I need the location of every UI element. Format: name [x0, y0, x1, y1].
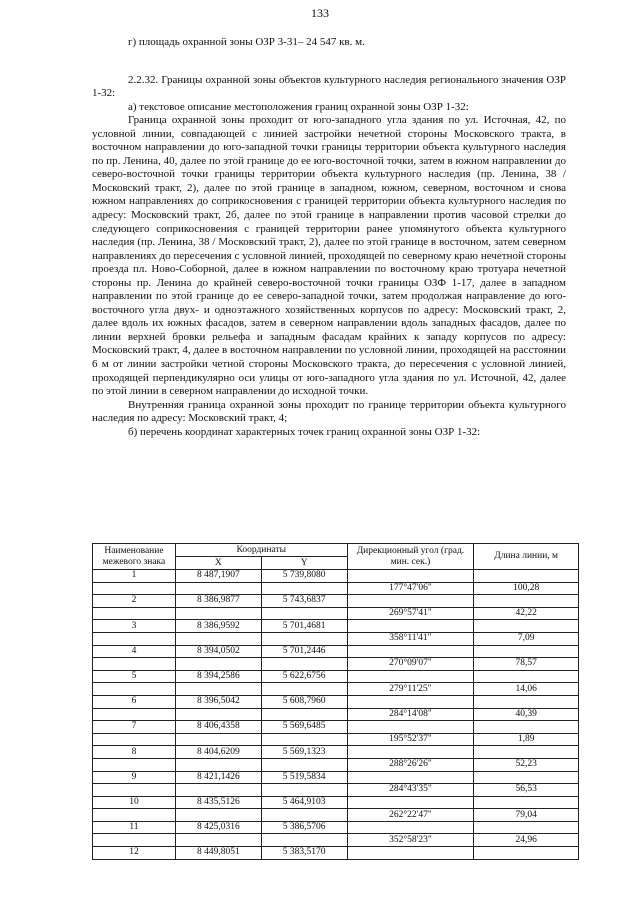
cell-empty: [347, 695, 474, 708]
cell-empty: [474, 746, 579, 759]
cell-empty: [93, 733, 176, 746]
cell-empty: [474, 645, 579, 658]
cell-direction-angle: 269°57'41": [347, 607, 474, 620]
cell-empty: [474, 721, 579, 734]
cell-empty: [261, 733, 347, 746]
cell-empty: [175, 708, 261, 721]
cell-empty: [347, 746, 474, 759]
cell-empty: [175, 582, 261, 595]
table-row-segment: [93, 658, 579, 671]
table-row-point: [93, 721, 579, 734]
coordinates-table: [92, 543, 579, 860]
table-row-segment: [93, 683, 579, 696]
table-row-point: [93, 695, 579, 708]
header-marker-name: Наименование межевого знака: [93, 544, 176, 570]
cell-line-length: 14,06: [474, 683, 579, 696]
table-row-point: [93, 645, 579, 658]
cell-empty: [474, 570, 579, 583]
cell-empty: [93, 582, 176, 595]
table-row-segment: [93, 733, 579, 746]
cell-empty: [93, 683, 176, 696]
cell-point-number: 5: [93, 670, 176, 683]
cell-empty: [474, 695, 579, 708]
paragraph-subheading-a: а) текстовое описание местоположения границ охранной зоны ОЗР 1-32:: [128, 100, 469, 113]
cell-x: 8 449,8051: [175, 847, 261, 860]
cell-empty: [474, 620, 579, 633]
cell-empty: [261, 683, 347, 696]
table-row-point: [93, 746, 579, 759]
cell-direction-angle: 195°52'37": [347, 733, 474, 746]
cell-empty: [347, 670, 474, 683]
paragraph-inner-boundary: Внутренняя граница охранной зоны проходит по границе территории объекта культурного наследия по адресу: Московский тракт, 4;: [92, 398, 566, 425]
cell-empty: [93, 632, 176, 645]
cell-empty: [175, 658, 261, 671]
cell-y: 5 622,6756: [261, 670, 347, 683]
cell-direction-angle: 358°11'41": [347, 632, 474, 645]
cell-line-length: 40,39: [474, 708, 579, 721]
paragraph-section-heading: 2.2.32. Границы охранной зоны объектов культурного наследия регионального значения ОЗР 1-32:: [92, 73, 566, 100]
cell-x: 8 396,5042: [175, 695, 261, 708]
cell-x: 8 425,0316: [175, 821, 261, 834]
cell-point-number: 6: [93, 695, 176, 708]
cell-empty: [175, 733, 261, 746]
cell-line-length: 79,04: [474, 809, 579, 822]
table-row-point: [93, 670, 579, 683]
cell-empty: [261, 632, 347, 645]
cell-point-number: 12: [93, 847, 176, 860]
cell-empty: [261, 658, 347, 671]
cell-empty: [175, 632, 261, 645]
page-number: 133: [311, 6, 329, 20]
cell-x: 8 421,1426: [175, 771, 261, 784]
cell-point-number: 4: [93, 645, 176, 658]
cell-x: 8 404,6209: [175, 746, 261, 759]
cell-x: 8 435,5126: [175, 796, 261, 809]
paragraph-area: г) площадь охранной зоны ОЗР 3-31– 24 547 кв. м.: [128, 36, 365, 48]
cell-empty: [261, 708, 347, 721]
cell-empty: [347, 796, 474, 809]
cell-empty: [261, 784, 347, 797]
table-row-point: [93, 595, 579, 608]
header-line-length: Длина линии, м: [474, 544, 579, 570]
cell-empty: [474, 847, 579, 860]
paragraph-boundary-description: Граница охранной зоны проходит от юго-западного угла здания по ул. Источная, 42, по условной линии, совпадающей с линией застройки нечетной стороны Московского тракта, в восточном направлении до юго-западной точки границы территории объекта культурного наследия по пр. Ленина, 40, далее по этой границе до ее юго-восточной точки, затем в южном направлении до северо-восточной точки границы территории объекта культурного наследия (пр. Ленина, 38 / Московский тракт, 2), далее по этой границе в западном, южном, северном, восточном и снова южном направлениях до соприкосновения с границей территории объекта культурного наследия по адресу: Московский тракт, 2б, далее по этой границе в направлении против часовой стрелки до следующего соприкосновения с границей территории ранее упомянутого объекта культурного наследия (пр. Ленина, 38 / Московский тракт, 2), далее по этой границе в восточном, затем северном направлениях до пересечения с условной линией, проходящей по северному краю нечетной стороны проезда пл. Ново-Соборной, далее в южном направлении по восточному краю тротуара нечетной стороны пр. Ленина до крайней северо-восточной точки границы ОЗФ 1-17, далее в западном направлении по этой границе до ее северо-западной точки, затем продолжая направление до юго-восточного угла двух- и одноэтажного хозяйственных корпусов по адресу: Московский тракт, 2, далее вдоль их южных фасадов, затем в северном направлении вдоль западных фасадов, далее по линии верхней бровки рельефа и западным фасадам крайних к западу корпусов по адресу: Московский тракт, 4, далее в восточном направлении по условной линии, проходящей на расстоянии 6 м от линии застройки четной стороны Московского тракта, до пересечения с условной линией, проходящей перпендикулярно оси улицы от юго-западного угла здания по ул. Источной, 42, далее по этой линии в северном направлении до исходной точки.: [92, 114, 566, 398]
cell-empty: [175, 683, 261, 696]
cell-direction-angle: 284°14'08": [347, 708, 474, 721]
table-row-segment: [93, 708, 579, 721]
cell-empty: [175, 834, 261, 847]
cell-empty: [175, 784, 261, 797]
table-row-segment: [93, 834, 579, 847]
cell-direction-angle: 262°22'47": [347, 809, 474, 822]
paragraph-subheading-b: б) перечень координат характерных точек границ охранной зоны ОЗР 1-32:: [128, 425, 481, 438]
cell-x: 8 386,9877: [175, 595, 261, 608]
table-row-segment: [93, 784, 579, 797]
cell-y: 5 608,7960: [261, 695, 347, 708]
cell-empty: [93, 809, 176, 822]
cell-y: 5 383,5170: [261, 847, 347, 860]
cell-point-number: 11: [93, 821, 176, 834]
cell-direction-angle: 270°09'07": [347, 658, 474, 671]
cell-y: 5 701,4681: [261, 620, 347, 633]
cell-y: 5 569,1323: [261, 746, 347, 759]
cell-line-length: 7,09: [474, 632, 579, 645]
cell-empty: [93, 708, 176, 721]
cell-point-number: 8: [93, 746, 176, 759]
cell-line-length: 78,57: [474, 658, 579, 671]
cell-line-length: 100,28: [474, 582, 579, 595]
cell-point-number: 9: [93, 771, 176, 784]
cell-empty: [261, 607, 347, 620]
cell-point-number: 3: [93, 620, 176, 633]
cell-line-length: 24,96: [474, 834, 579, 847]
header-x: X: [175, 557, 261, 570]
cell-empty: [474, 796, 579, 809]
cell-empty: [93, 834, 176, 847]
cell-empty: [347, 771, 474, 784]
cell-y: 5 743,6837: [261, 595, 347, 608]
cell-empty: [175, 607, 261, 620]
cell-empty: [93, 658, 176, 671]
cell-direction-angle: 177°47'06": [347, 582, 474, 595]
table-row-point: [93, 796, 579, 809]
cell-empty: [347, 570, 474, 583]
table-row-point: [93, 570, 579, 583]
cell-point-number: 1: [93, 570, 176, 583]
cell-empty: [474, 670, 579, 683]
table-row-point: [93, 620, 579, 633]
cell-direction-angle: 284°43'35": [347, 784, 474, 797]
cell-empty: [347, 645, 474, 658]
cell-x: 8 487,1907: [175, 570, 261, 583]
cell-point-number: 10: [93, 796, 176, 809]
cell-empty: [261, 834, 347, 847]
table-row-segment: [93, 758, 579, 771]
header-direction-angle: Дирекционный угол (град. мин. сек.): [347, 544, 474, 570]
cell-x: 8 394,2586: [175, 670, 261, 683]
cell-empty: [347, 821, 474, 834]
cell-direction-angle: 279°11'25": [347, 683, 474, 696]
cell-empty: [175, 809, 261, 822]
cell-empty: [474, 771, 579, 784]
cell-y: 5 464,9103: [261, 796, 347, 809]
cell-empty: [93, 758, 176, 771]
cell-empty: [93, 607, 176, 620]
cell-empty: [347, 721, 474, 734]
header-y: Y: [261, 557, 347, 570]
cell-empty: [347, 595, 474, 608]
cell-point-number: 7: [93, 721, 176, 734]
document-body: [92, 34, 566, 439]
coordinates-table-body: [93, 570, 579, 860]
table-row-segment: [93, 607, 579, 620]
cell-empty: [474, 821, 579, 834]
cell-empty: [261, 582, 347, 595]
table-row-segment: [93, 582, 579, 595]
cell-line-length: 1,89: [474, 733, 579, 746]
cell-direction-angle: 352°58'23": [347, 834, 474, 847]
table-row-segment: [93, 809, 579, 822]
cell-line-length: 56,53: [474, 784, 579, 797]
cell-line-length: 42,22: [474, 607, 579, 620]
cell-empty: [261, 758, 347, 771]
table-row-point: [93, 821, 579, 834]
table-row-point: [93, 847, 579, 860]
cell-empty: [347, 620, 474, 633]
cell-y: 5 701,2446: [261, 645, 347, 658]
cell-y: 5 739,8080: [261, 570, 347, 583]
cell-empty: [347, 847, 474, 860]
table-row-segment: [93, 632, 579, 645]
cell-empty: [261, 809, 347, 822]
cell-empty: [474, 595, 579, 608]
cell-x: 8 386,9592: [175, 620, 261, 633]
cell-direction-angle: 288°26'26": [347, 758, 474, 771]
cell-empty: [93, 784, 176, 797]
cell-point-number: 2: [93, 595, 176, 608]
cell-y: 5 386,5706: [261, 821, 347, 834]
cell-line-length: 52,23: [474, 758, 579, 771]
cell-empty: [175, 758, 261, 771]
cell-y: 5 569,6485: [261, 721, 347, 734]
table-row-point: [93, 771, 579, 784]
cell-x: 8 406,4358: [175, 721, 261, 734]
cell-x: 8 394,0502: [175, 645, 261, 658]
header-coordinates: Координаты: [175, 544, 347, 557]
cell-y: 5 519,5834: [261, 771, 347, 784]
